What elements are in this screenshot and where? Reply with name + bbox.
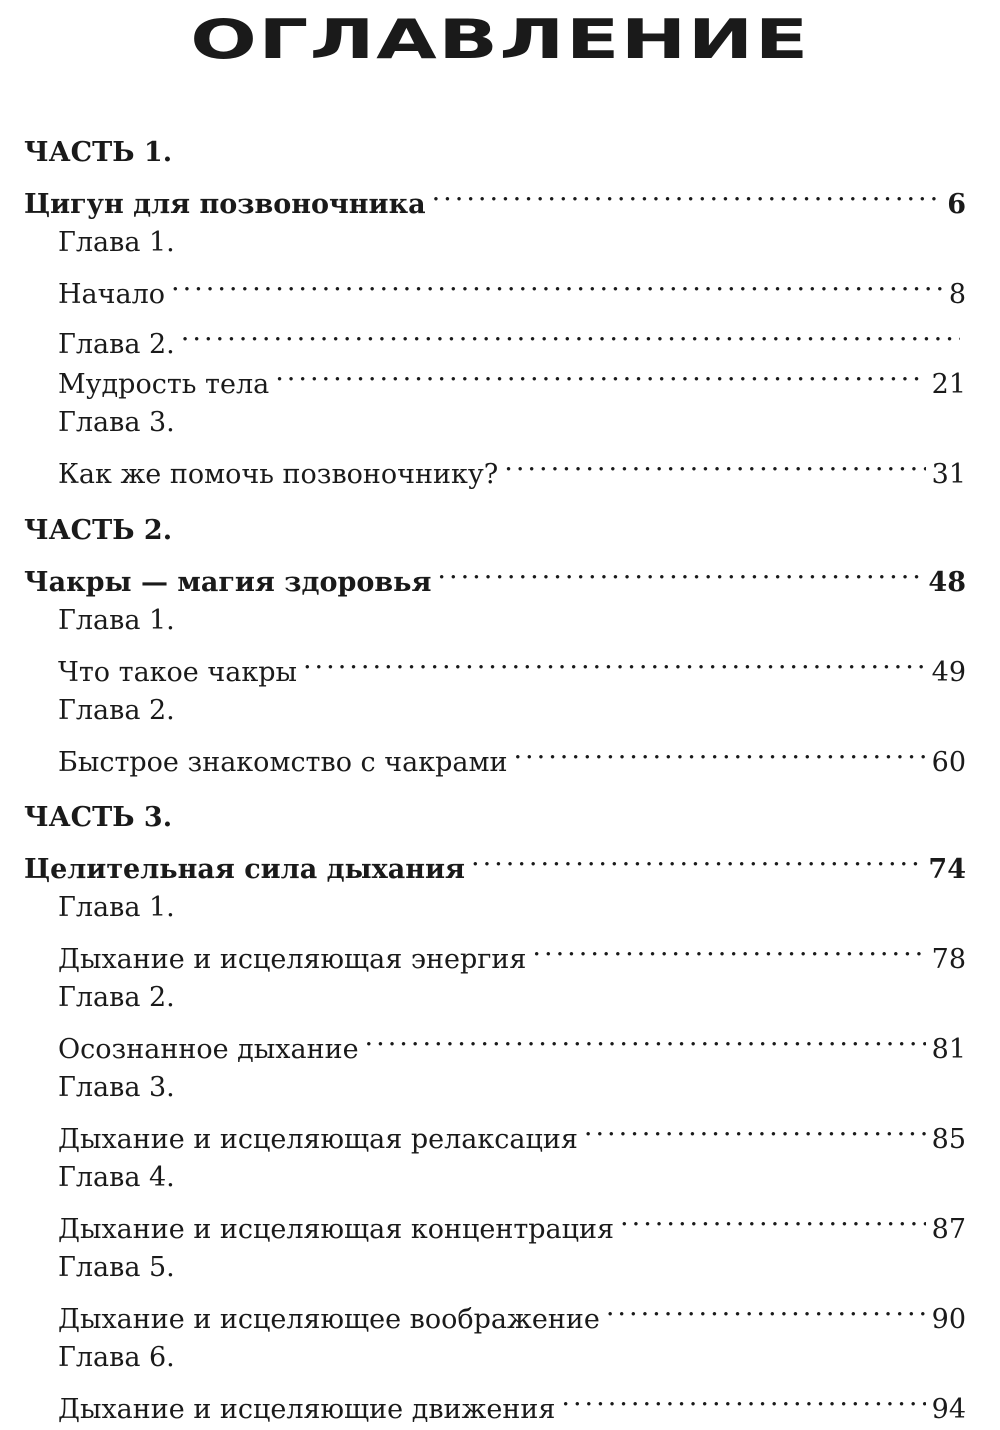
chapter-label: Глава 4.	[58, 1162, 175, 1193]
dot-leader	[275, 353, 925, 393]
part-title-entry[interactable]	[24, 551, 966, 598]
page-number: 21	[931, 369, 966, 400]
chapter-title: Дыхание и исцеляющая концентрация	[58, 1214, 615, 1245]
chapter-label: Глава 1.	[58, 227, 175, 258]
part-label: ЧАСТЬ 1.	[24, 137, 173, 168]
dot-leader	[513, 731, 925, 771]
part-title: Цигун для позвоночника	[24, 189, 426, 220]
chapter-label: Глава 3.	[58, 1072, 175, 1103]
chapter-label: Глава 1.	[58, 892, 175, 923]
chapter-entry[interactable]	[58, 263, 966, 310]
chapter-entry[interactable]	[58, 731, 966, 778]
page-number: 8	[948, 279, 966, 310]
dot-leader	[437, 551, 922, 591]
dot-leader	[532, 928, 925, 968]
part-title-entry[interactable]	[24, 838, 966, 885]
chapter-entry[interactable]	[58, 928, 966, 975]
dot-leader	[181, 313, 960, 353]
chapter-title: Быстрое знакомство с чакрами	[58, 747, 508, 778]
page-number: 90	[931, 1304, 966, 1335]
page-number: 74	[928, 854, 966, 885]
page-number: 81	[931, 1034, 966, 1065]
part-label: ЧАСТЬ 2.	[24, 515, 173, 546]
part-title: Целительная сила дыхания	[24, 854, 465, 885]
part-title-entry[interactable]	[24, 173, 966, 220]
chapter-label: Глава 2. .....	[58, 313, 966, 353]
dot-leader	[303, 641, 926, 681]
chapter-entry[interactable]	[58, 641, 966, 688]
page-number: 85	[931, 1124, 966, 1155]
chapter-entry[interactable]	[58, 353, 966, 400]
page-number: 31	[931, 459, 966, 490]
dot-leader	[365, 1018, 926, 1058]
chapter-entry[interactable]	[58, 1378, 966, 1425]
dot-leader	[471, 838, 922, 878]
chapter-title: Мудрость тела	[58, 369, 270, 400]
chapter-label: Глава 2.	[58, 695, 175, 726]
chapter-title: Что такое чакры	[58, 657, 297, 688]
chapter-title: Осознанное дыхание	[58, 1034, 359, 1065]
chapter-entry[interactable]	[58, 1288, 966, 1335]
page-title: ОГЛАВЛЕНИЕ	[190, 8, 810, 71]
page-number: 6	[947, 189, 966, 220]
chapter-title: Дыхание и исцеляющая энергия	[58, 944, 527, 975]
chapter-label: Глава 6.	[58, 1342, 175, 1373]
page-number: 78	[931, 944, 966, 975]
dot-leader	[171, 263, 943, 303]
part-title: Чакры — магия здоровья	[24, 567, 432, 598]
dot-leader	[432, 173, 942, 213]
chapter-title: Как же помочь позвоночнику?	[58, 459, 499, 490]
chapter-title: Дыхание и исцеляющая релаксация	[58, 1124, 578, 1155]
dot-leader	[584, 1108, 926, 1148]
page-number: 94	[931, 1394, 966, 1425]
part-label: ЧАСТЬ 3.	[24, 802, 173, 833]
dot-leader	[606, 1288, 926, 1328]
chapter-entry[interactable]	[58, 1198, 966, 1245]
chapter-label: Глава 3.	[58, 407, 175, 438]
chapter-entry[interactable]	[58, 1018, 966, 1065]
chapter-title: Дыхание и исцеляющие движения	[58, 1394, 556, 1425]
page-number: 87	[931, 1214, 966, 1245]
dot-leader	[504, 443, 925, 483]
chapter-label: Глава 1.	[58, 605, 175, 636]
chapter-entry[interactable]	[58, 443, 966, 490]
chapter-label: Глава 2.	[58, 982, 175, 1013]
page-number: 60	[931, 747, 966, 778]
chapter-title: Дыхание и исцеляющее воображение	[58, 1304, 600, 1335]
chapter-label: Глава 5.	[58, 1252, 175, 1283]
dot-leader	[620, 1198, 926, 1238]
dot-leader	[561, 1378, 925, 1418]
chapter-entry[interactable]	[58, 1108, 966, 1155]
chapter-title: Начало	[58, 279, 165, 310]
page-number: 49	[931, 657, 966, 688]
page-number: 48	[928, 567, 966, 598]
